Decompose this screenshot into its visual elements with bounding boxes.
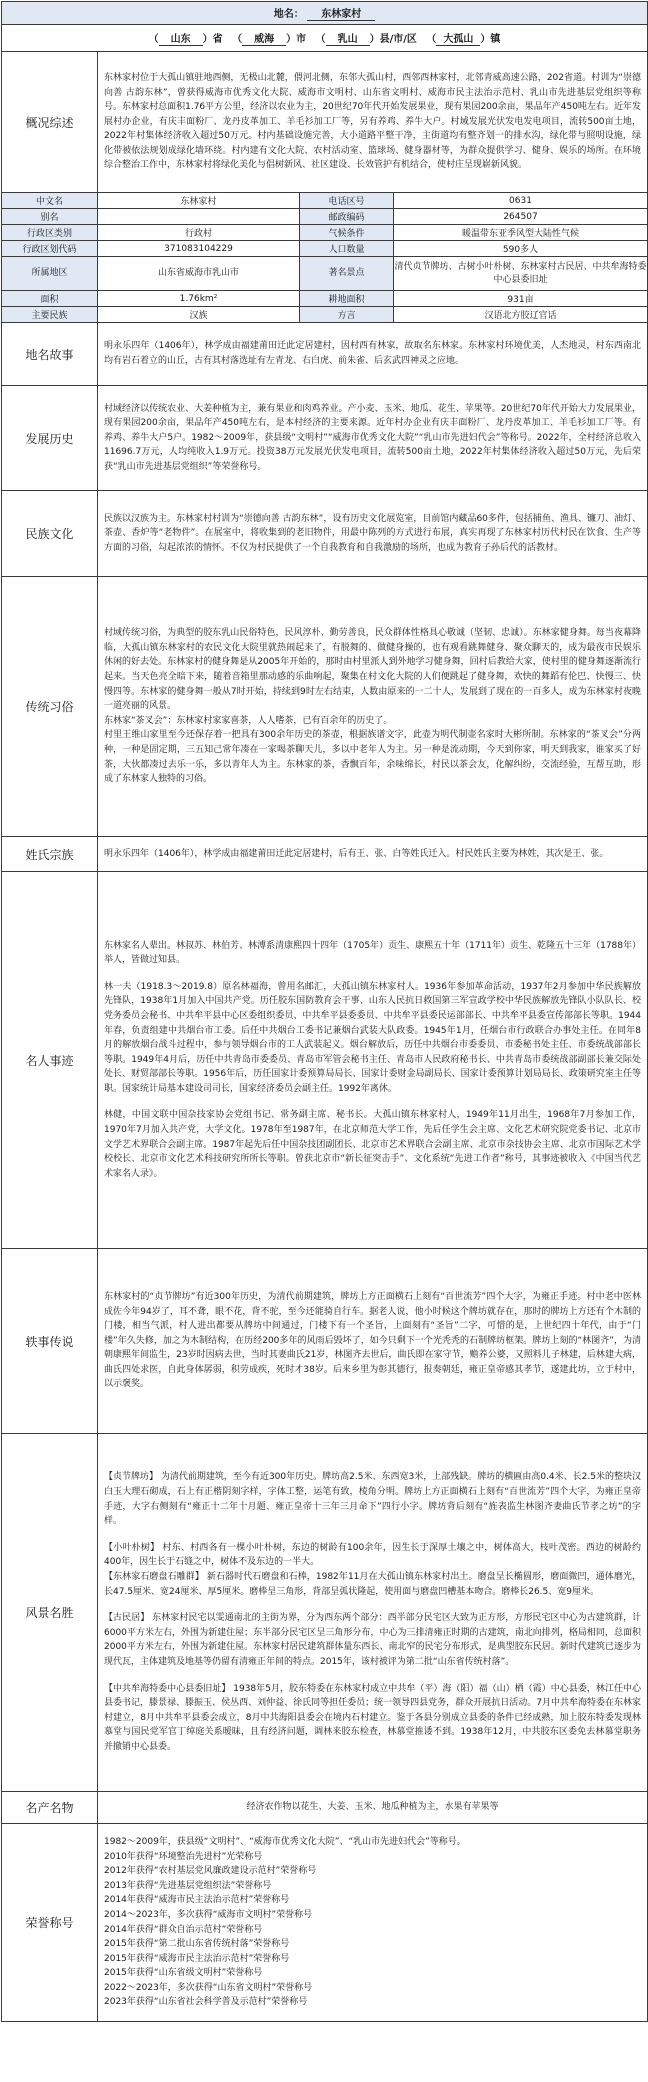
- paragraph: 林一夫（1918.3～2019.8）原名林福海，曾用名邮汇，大孤山镇东林家村人。1936年参加革命活动，1937年2月参加中华民族解放先锋队，1938年1月加入中国共产党。历任胶东国防教育会干事、山东人民抗日救国第三军宣政学校中华民族解放先锋队小队队长、校党务委员会秘书、中共牟平县中心区委组织委员、中共牟平县委委员、中共牟平县委民运部部长、中共牟平县委宣传部部长等职。1944年春，负责组建中共烟台市工委。后任中共烟台工委书记兼烟台武装大队政委。1945年1月，任烟台市行政联合办事处主任。在同年8月的解放烟台战斗过程中，参与领导烟台市的工人武装起义。烟台解放后，历任中共烟台市委委员、市委秘书处主任、市委统战部部长等职。1949年4月后，历任中共青岛市委委员、青岛市军管会秘书主任、青岛市人民政府秘书长、中共青岛市委统战部副部长兼交际处处长、财贸部部长等职。1956年后，历任国家计委预算局局长、国家计委财金局副局长、国家计委预算计划局局长、政策研究室主任等职。国家统计局基本建设司司长，国家经济委员会副主任。1992年离休。: [104, 981, 642, 1094]
- info-key: 中文名: [2, 193, 98, 209]
- info-value: 264507: [394, 209, 648, 225]
- info-row: [2, 307, 648, 323]
- province-value: 山东: [159, 30, 203, 46]
- county-value: 乳山: [326, 30, 370, 46]
- section-label: 名人事迹: [2, 872, 98, 1249]
- paragraph-gap: [104, 1529, 641, 1541]
- paragraph: 明永乐四年（1406年），林学成由福建莆田迁此定居建村，因村西有林家，故取名东林家。东林家村环境优美，人杰地灵，村东西南北均有岩石着立的山丘，古有其村落选址有左青龙、右白虎、前朱雀、后玄武四神灵之应地。: [104, 341, 642, 366]
- info-key: 行政区类别: [2, 225, 98, 241]
- info-row: [2, 193, 648, 209]
- paragraph: 2010年获得“环境整治先进村”光荣称号: [104, 1851, 263, 1862]
- info-value: 590多人: [394, 241, 648, 257]
- section-products: [2, 1792, 648, 1824]
- info-value: 山东省威海市乳山市: [98, 257, 300, 291]
- paragraph: 【贞节牌坊】 为清代前期建筑，至今有近300年历史。牌坊高2.5米、东西宽3米，上部残缺。牌坊的横匾由高0.4米、长2.5米的整块汉白玉大理石砌成，石上有正楷阴刻字样，字体工整，运笔有致，棱角分明。牌坊上方正面横石上刻有“百世流芳”四个大字，为雍正皇帝手迹，大字右侧刻有“雍正十二年十月题、雍正皇帝十三年三月命下”四行小字。牌坊背后刻有“旌表监生林图齐妻曲氏节孝之坊”的字样。: [104, 1472, 642, 1527]
- info-value: 1.76km²: [98, 291, 300, 307]
- paragraph: 2014年获得“威海市民主法治示范村”荣誉称号: [104, 1895, 290, 1906]
- section-label: 荣誉称号: [2, 1824, 98, 2022]
- overview-text: 东林家村位于大孤山镇驻地西侧，无极山北麓，偎河北侧，东邻大孤山村，西邻西林家村，北邻青威高速公路，202省道。村训为“崇德向善 古韵东林”，曾获得威海市优秀文化大院、威海市文明村、山东省文明村、威海市民主法治示范村、乳山市先进基层党组织等称号。东林家村总面积1.76平方公里，经济以农业为主，20世纪70年代开始发展果业，现有果园200余亩，果品年产450吨左右。近年发展村办企业，有庆丰面粉厂、龙丹皮革加工、羊毛衫加工厂等，另有养鸡、养牛大户。村域发展光伏发电发电项目，流转500亩土地，2022年村集体经济收入超过50万元。村内基础设施完善，大小道路平整干净，主街道均有整齐划一的排水沟，绿化带与照明设施，绿化带被依法规划成绿化墙环绕。村内建有文化大院、农村活动室、篮球场、健身器材等，为群众提供学习、健身、娱乐的场所。在环境综合整治工作中，东林家村将绿化美化与倡树新风、社区建设、长效管护有机结合，使村庄呈现崭新风貌。: [98, 52, 648, 193]
- paragraph: 2014～2023年，多次获得“威海市文明村”荣誉称号: [104, 1909, 313, 1920]
- paragraph: 2015年获得“第二批山东省传统村落”荣誉称号: [104, 1939, 290, 1950]
- info-row: [2, 291, 648, 307]
- info-value: 暖温带东亚季风型大陆性气候: [394, 225, 648, 241]
- section-label: 名产名物: [2, 1792, 98, 1824]
- info-key: 行政区划代码: [2, 241, 98, 257]
- paragraph-gap: [104, 1599, 641, 1611]
- paragraph: 林健，中国文联中国杂技家协会党组书记、常务副主席、秘书长。大孤山镇东林家村人，1949年11月出生，1968年7月参加工作，1970年7月加入共产党，大学文化。1978年至1987年，在北京师范大学工作，先后任学生会主席、文化艺术研究院党委书记、北京市文学艺术界联合会副主席。1987年起先后任中国杂技团副团长、北京市艺术界联合会副主席、北京市杂技协会主席、北京市国际艺术学校校长、北京市文化艺术科技研究所所长等职。曾获北京市“新长征突击手”、文化系统“先进工作者”称号，其事迹被收入《中国当代艺术家名人录》。: [104, 1110, 642, 1179]
- section-place-story: [2, 323, 648, 386]
- info-row: [2, 209, 648, 225]
- section-label: 姓氏宗族: [2, 837, 98, 872]
- town-suffix: 镇: [490, 34, 501, 45]
- city-value: 威海: [242, 30, 286, 46]
- section-content: [98, 872, 648, 1249]
- paragraph: 【小叶朴树】 村东、村西各有一棵小叶朴树，东边的树龄有100余年，因生长于深厚土壤之中，树体高大，枝叶茂密。西边的树龄约400年，因生长于石缝之中，树体不及东边的一半大。: [104, 1542, 642, 1568]
- info-key: 人口数量: [300, 241, 394, 257]
- info-value: 清代贞节牌坊、古树小叶朴树、东林家村古民居、中共牟海特委中心县委旧址: [394, 257, 648, 291]
- paragraph: 1982～2009年，获县级“文明村”、“威海市优秀文化大院”、“乳山市先进妇代会”等称号。: [104, 1836, 466, 1847]
- paragraph: 2013年获得“先进基层党组织法”荣誉称号: [104, 1880, 272, 1891]
- paragraph: 村里王维山家里至今还保存着一把具有300余年历史的茶壶，根据族谱文字，此壶为明代制壶名家时大彬所制。东林家的“茶叉会”分两种，一种是固定期，三五知己常年凑在一家喝茶聊天儿，多以中老年人为主。另一种是流动期，今天到你家，明天到我家，谁家买了好茶，大伙都凑过去乐一乐，多以青年人为主。东林家的茶，香飘百年，余味绵长，村民以茶会友，化解纠纷，交流经验，互帮互助，形成了东林家人独特的习俗。: [104, 730, 642, 785]
- info-row: [2, 241, 648, 257]
- info-key: 电话区号: [300, 193, 394, 209]
- paragraph: 村域传统习俗，为典型的胶东乳山民俗特色，民风淳朴、勤劳善良，民众群体性格具心敬诚（坚韧、忠诚）。东林家健身舞。每当夜幕降临，大孤山镇东林家村的农民文化大院里就热闹起来了，有脱舞的、做健身操的，也有观看跳舞健身、聚众聊天的，成为最夜市民娱乐休闲的好去处。东林家村的健身舞是从2005年开始的，那时由村里派人到外地学习健身舞，回村后教给大家，使村里的健身舞逐渐流行起来。当天色亮全暗下来，随着音箱里那动感的乐曲响起，聚集在村文化大院的人们便跳起了健身舞，欢快的舞蹈有伦巴、快慢三、快慢四等。东林家的健身舞一般从7时开始，持续到9时左右结束，人数由原来的一二十人，发展到了现在的一百多人，成为东林家村夜晚一道亮丽的风景。: [104, 628, 642, 712]
- info-key: 别名: [2, 209, 98, 225]
- caption-row: [2, 2, 648, 25]
- info-value: 371083104229: [98, 241, 300, 257]
- paragraph: 2022～2023年，多次获得“山东省文明村”荣誉称号: [104, 1982, 313, 1993]
- paragraph-gap: [104, 1670, 641, 1682]
- paragraph-gap: [104, 968, 641, 980]
- paragraph: 2014年获得“群众自治示范村”荣誉称号: [104, 1924, 263, 1935]
- paragraph: 村域经济以传统农业、大姜种植为主，兼有果业和肉鸡养业。产小麦、玉米、地瓜、花生、苹果等。20世纪70年代开始大力发展果业，现有果园200余亩，果品年产450吨左右，是本村经济的主要来源。近年村办企业有庆丰面粉厂、龙丹皮革加工、羊毛衫加工厂等。有养鸡、养牛大户5户。1982～2009年，获县级“文明村”“威海市优秀文化大院”“乳山市先进妇代会”等称号。2022年，全村经济总收入11696.7万元，人均纯收入1.9万元。投资38万元发展光伏发电项目，流转500亩土地，2022年村集体经济收入超过50万元，先后荣获“乳山市先进基层党组织”等荣誉称号。: [104, 403, 642, 472]
- admin-hierarchy-row: （ 山东 ）省 （ 威海 ）市 （ 乳山 ）县/市/区 （ 大孤山 ）镇: [2, 25, 648, 52]
- caption-label: 地名：: [273, 9, 304, 20]
- section-content: [98, 386, 648, 491]
- section-label: 发展历史: [2, 386, 98, 491]
- section-content: [98, 837, 648, 872]
- paragraph: 2015年获得“威海市民主法治示范村”荣誉称号: [104, 1953, 290, 1964]
- section-label: 风景名胜: [2, 1434, 98, 1792]
- info-value: 931亩: [394, 291, 648, 307]
- section-folk-culture: [2, 491, 648, 577]
- info-key: 气候条件: [300, 225, 394, 241]
- info-key: 邮政编码: [300, 209, 394, 225]
- info-value: 汉语北方胶辽官话: [394, 307, 648, 323]
- paragraph: 2012年获得“农村基层党风廉政建设示范村”荣誉称号: [104, 1866, 317, 1877]
- info-value: 行政村: [98, 225, 300, 241]
- paragraph: 民族以汉族为主。东林家村村训为“崇德向善 古韵东林”，设有历史文化展览室，目前馆内藏品60多件，包括捕鱼、渔具、镰刀、油灯、茶壶、香炉等“老物件”。在展室中，将收集到的老旧物件，用最中陈列的方式进行布展，真实再现了东林家村历代村民在饮食、生产等方面的习俗，勾起浓浓的情怀。不仅为村民提供了一个自我教育和自我激励的场所，也成为教育子孙后代的活教材。: [104, 513, 642, 553]
- paragraph: 东林家村的“贞节牌坊”有近300年历史，为清代前期建筑，牌坊上方正面横石上刻有“百世流芳”四个大字，为雍正手迹。村中老中医林成佐今年94岁了，耳不聋，眼不花，背不驼，至今还能骑自行车。据老人说，他小时候这个牌坊就存在，那时的牌坊上方还有个木制的门楼，相当气派，村人进出都要从牌坊中间通过，门楼下有一个圣旨，上面刻有“圣旨”二字，可惜的是，上世纪四十年代，由于“门楼”年久失修，加之为木制结构，在历经200多年的风雨后毁坏了，如今只剩下一个光秃秃的石制牌坊框架。牌坊上刻的“林图齐”，为清朝康熙年间监生，23岁时因病去世，当时其妻曲氏21岁，林图齐去世后，曲氏即在家守节，赡养公婆，又照料儿子林建，后林建大病，曲氏四处求医，自此身体孱弱，积劳成疾，死时才38岁。后来乡里为彰其德行，报奏朝廷，雍正皇帝感其孝节，遂建此坊，立于村中，以示褒奖。: [104, 1291, 642, 1390]
- section-content: [98, 577, 648, 837]
- info-key: 方言: [300, 307, 394, 323]
- info-value: 0631: [394, 193, 648, 209]
- paragraph: 经济农作物以花生、大姜、玉米、地瓜种植为主，水果有苹果等: [246, 1802, 499, 1813]
- section-label: 传统习俗: [2, 577, 98, 837]
- info-row: [2, 257, 648, 291]
- section-content: [98, 323, 648, 386]
- section-label: 地名故事: [2, 323, 98, 386]
- section-customs: [2, 577, 648, 837]
- section-scenery: [2, 1434, 648, 1792]
- paragraph-gap: [104, 1096, 641, 1108]
- paragraph: 2023年获得“山东省社会科学普及示范村”荣誉称号: [104, 1997, 308, 2008]
- info-value: 汉族: [98, 307, 300, 323]
- info-key: 面积: [2, 291, 98, 307]
- section-celebrities: [2, 872, 648, 1249]
- section-content: [98, 491, 648, 577]
- info-value: [98, 209, 300, 225]
- info-row: [2, 225, 648, 241]
- info-key: 主要民族: [2, 307, 98, 323]
- section-content: [98, 1824, 648, 2022]
- county-suffix: 县/市/区: [379, 34, 417, 45]
- paragraph: 明永乐四年（1406年），林学成由福建莆田迁此定居建村，后有王、张、白等姓氏迁入。村民姓氏主要为林姓，其次是王、张。: [104, 848, 609, 859]
- section-anecdotes: [2, 1249, 648, 1434]
- province-suffix: 省: [212, 34, 223, 45]
- overview-label: 概况综述: [2, 52, 98, 193]
- town-value: 大孤山: [436, 30, 480, 46]
- paragraph: 【东林家石磨盘石雕群】 新石器时代石磨盘和石棒，1982年11月在大孤山镇东林家村出土。磨盘呈长椭圆形，磨面微凹，通体磨光，长47.5厘米、宽24厘米、厚5厘米。磨棒呈三角形，背部呈弧状隆起，使用面与磨盘凹槽基本吻合。磨棒长26.5、宽9厘米。: [104, 1572, 642, 1597]
- section-label: 轶事传说: [2, 1249, 98, 1434]
- paragraph: 东林家名人辈出。林叔苏、林伯芳、林溥系清康熙四十四年（1705年）贡生、康熙五十年（1711年）贡生、乾隆五十三年（1788年）举人，皆做过知县。: [104, 940, 642, 966]
- info-key: 著名景点: [300, 257, 394, 291]
- city-suffix: 市: [296, 34, 307, 45]
- paragraph: 【中共牟海特委中心县委旧址】 1938年5月，胶东特委在东林家村成立中共牟（平）海（阳）福（山）栖（霞）中心县委，林江任中心县委书记，滕景禄、滕振玉、侯丛西、刘仲益、徐氏同等担任委员；统一领导四县党务，群众开展抗日活动。7月中共牟海特委在东林家村建立，8月中共牟平县委会成立，8月中共海阳县委会在境内石村建立。鉴于各县分别成立县委的条件已经成熟，加上胶东特委发现林慕堂与国民党军官丁绰庭关系暧昧，且有经济问题，调林来胶东检查，林慕堂推诿不到。1938年12月，中共胶东区委免去林慕堂职务并撤销中心县委。: [104, 1683, 642, 1752]
- section-content: [98, 1434, 648, 1792]
- document-table: [1, 1, 648, 2022]
- section-label: 民族文化: [2, 491, 98, 577]
- paragraph: 2015年获得“山东省级文明村”荣誉称号: [104, 1968, 263, 1979]
- place-name: 东林家村: [307, 5, 375, 21]
- info-value: 东林家村: [98, 193, 300, 209]
- section-content: [98, 1792, 648, 1824]
- paragraph: 东林家“茶叉会”：东林家村家家喜茶，人人嗜茶，已有百余年的历史了。: [104, 715, 393, 726]
- info-key: 所属地区: [2, 257, 98, 291]
- section-surnames: [2, 837, 648, 872]
- section-content: [98, 1249, 648, 1434]
- section-history: [2, 386, 648, 491]
- section-honors: [2, 1824, 648, 2022]
- paragraph: 【古民居】 东林家村民宅以雯通南北的主街为界，分为西东两个部分：西半部分民宅区大致为正方形，方形民宅区中心为古建筑群，计6000平方米左右，外围为新建住屋；东半部分民宅区呈三角形分布，中心为三排清雍正时期的古建筑，南北向排列，格局相同，总面积2000平方米左右，外围为新建住屋。东林家村居民建筑群体量东西长、南北窄的民宅分布形式，是典型胶东民居。新时代建筑已逐步为现代瓦，主体建筑及地基等仍留有清雍正年间的特点。2015年，该村被评为第二批“山东省传统村落”。: [104, 1613, 642, 1667]
- info-key: 耕地面积: [300, 291, 394, 307]
